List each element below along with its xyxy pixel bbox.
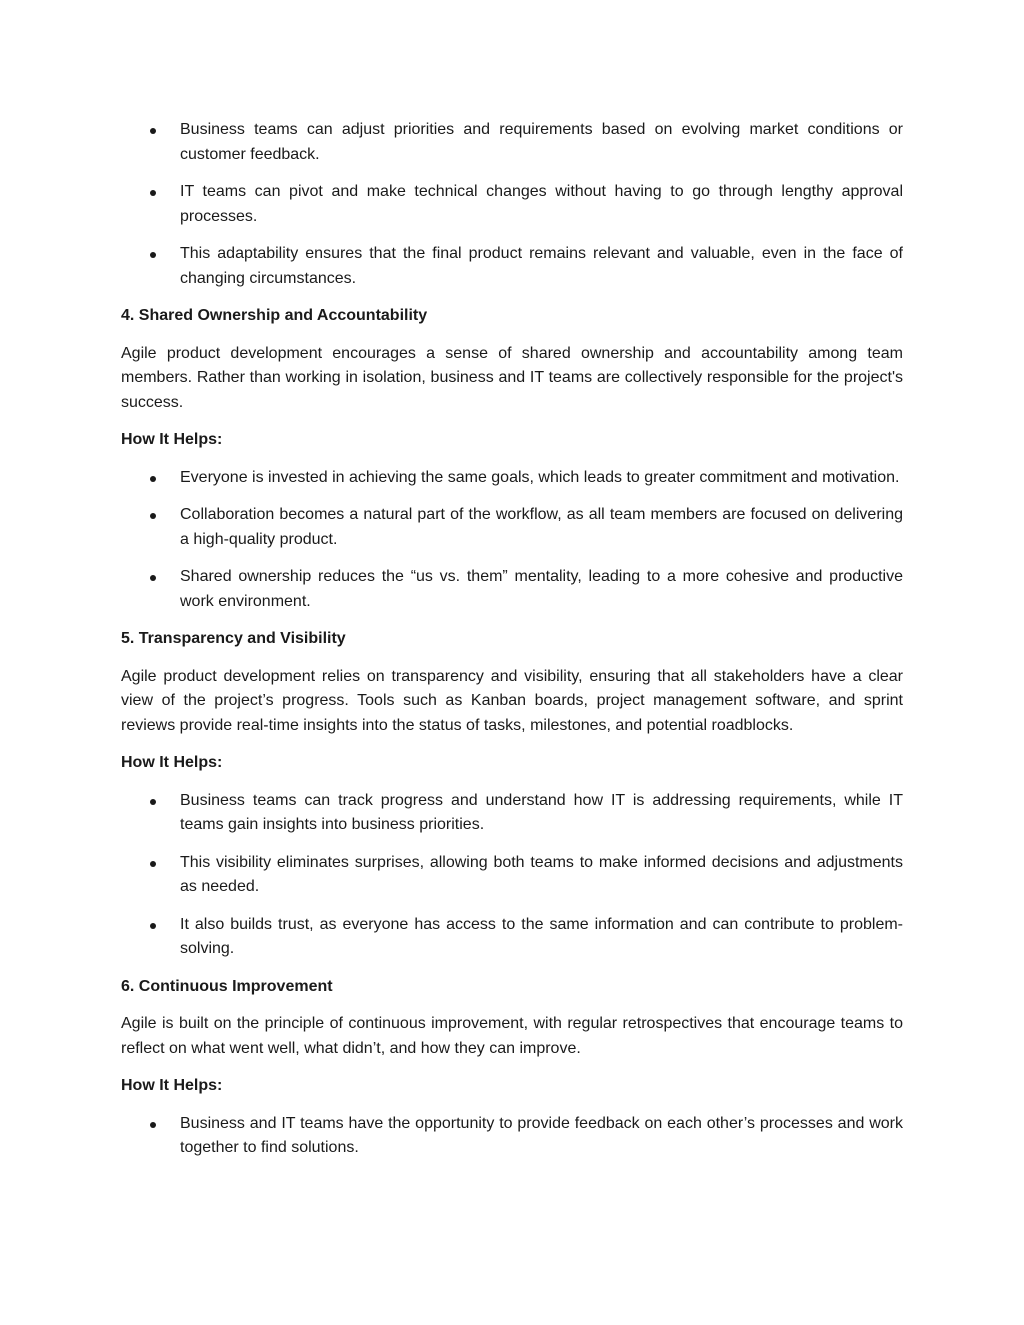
document-page	[121, 118, 903, 1174]
bullet-icon	[150, 128, 156, 134]
list-item	[121, 180, 903, 229]
list-item-text: IT teams can pivot and make technical changes without having to go through lengthy approval processes.	[180, 183, 903, 225]
list-item-text: It also builds trust, as everyone has access to the same information and can contribute to problem-solving.	[180, 915, 903, 957]
how-it-helps-label: How It Helps:	[121, 1077, 223, 1094]
bullet-icon	[150, 190, 156, 196]
list-item-text: Shared ownership reduces the “us vs. them” mentality, leading to a more cohesive and productive work environment.	[180, 568, 903, 610]
how-it-helps-label: How It Helps:	[121, 431, 223, 448]
bullet-list-section6	[121, 1112, 903, 1161]
list-item	[121, 913, 903, 962]
bullet-icon	[150, 252, 156, 258]
list-item-text: Business and IT teams have the opportunity to provide feedback on each other’s processes and work together to find solutions.	[180, 1114, 903, 1156]
section-heading: 4. Shared Ownership and Accountability	[121, 307, 428, 324]
how-it-helps-label: How It Helps:	[121, 754, 223, 771]
bullet-icon	[150, 1122, 156, 1128]
list-item-text: Everyone is invested in achieving the same goals, which leads to greater commitment and motivation.	[180, 468, 900, 486]
bullet-list-section5	[121, 789, 903, 962]
bullet-icon	[150, 799, 156, 805]
section-body: Agile product development encourages a sense of shared ownership and accountability among team members. Rather than working in isolation, business and IT teams are collectively responsible for the project's success.	[121, 344, 903, 411]
list-item	[121, 1112, 903, 1161]
section-heading: 6. Continuous Improvement	[121, 977, 333, 995]
list-item-text: This adaptability ensures that the final product remains relevant and valuable, even in the face of changing circumstances.	[180, 245, 903, 287]
bullet-list-top	[121, 118, 903, 291]
section-body: Agile is built on the principle of continuous improvement, with regular retrospectives that encourage teams to reflect on what went well, what didn’t, and how they can improve.	[121, 1015, 903, 1057]
list-item	[121, 503, 903, 552]
list-item-text: Business teams can adjust priorities and requirements based on evolving market conditions or customer feedback.	[180, 121, 903, 163]
list-item	[121, 789, 903, 838]
bullet-icon	[150, 513, 156, 519]
list-item	[121, 242, 903, 291]
bullet-icon	[150, 476, 156, 482]
section-body: Agile product development relies on transparency and visibility, ensuring that all stakeholders have a clear view of the project’s progress. Tools such as Kanban boards, project management software, and sprint reviews provide real-time insights into the status of tasks, milestones, and potential roadblocks.	[121, 667, 903, 734]
list-item	[121, 466, 903, 491]
list-item	[121, 565, 903, 614]
list-item-text: This visibility eliminates surprises, allowing both teams to make informed decisions and adjustments as needed.	[180, 853, 903, 895]
list-item	[121, 118, 903, 167]
bullet-icon	[150, 575, 156, 581]
bullet-icon	[150, 923, 156, 929]
list-item-text: Collaboration becomes a natural part of the workflow, as all team members are focused on delivering a high-quality product.	[180, 506, 903, 548]
list-item	[121, 851, 903, 900]
bullet-list-section4	[121, 466, 903, 615]
bullet-icon	[150, 861, 156, 867]
section-heading: 5. Transparency and Visibility	[121, 630, 346, 647]
list-item-text: Business teams can track progress and understand how IT is addressing requirements, while IT teams gain insights into business priorities.	[180, 791, 903, 833]
